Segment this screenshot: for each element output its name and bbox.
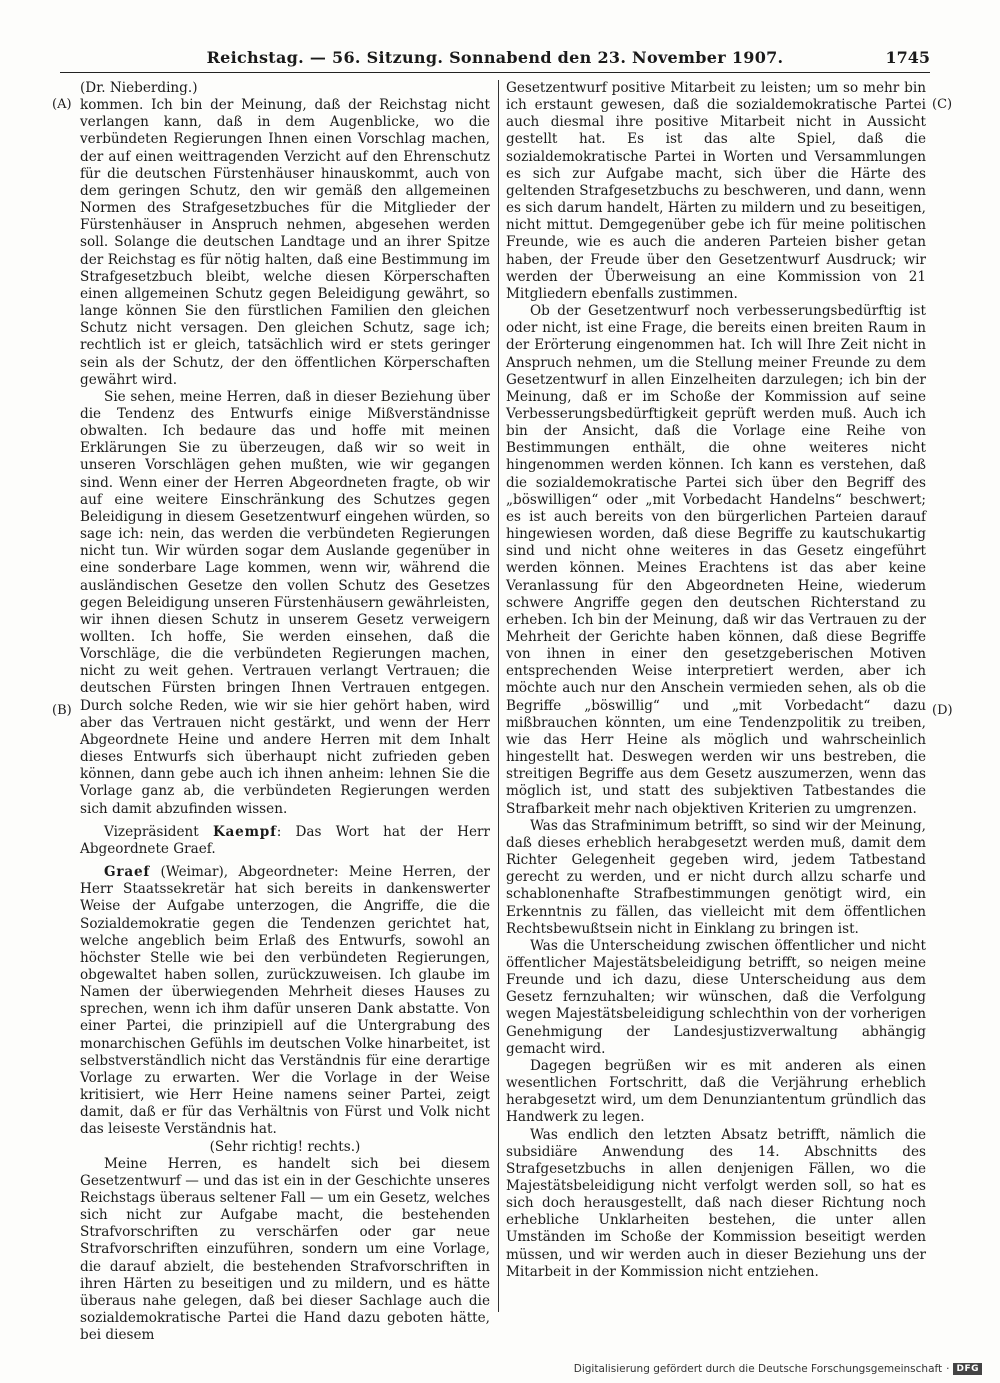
paragraph: kommen. Ich bin der Meinung, daß der Reichstag nicht verlangen kann, daß in dem Augenblicke, wo die verbündeten Regierungen Ihnen einen Vorschlag machen, der auf einen weittragenden Verzicht auf den Ehrenschutz für die deutschen Fürstenhäuser hinauskommt, auch von dem geringen Schutz, den wir gemäß den allgemeinen Normen des Strafgesetzbuches für die Mitglieder der Fürstenhäuser in Anspruch nehmen, abgesehen werden soll. Solange die deutschen Landtage und an ihrer Spitze der Reichstag es für nötig halten, daß eine Bestimmung im Strafgesetzbuch bleibt, welche diesen Körperschaften einen allgemeinen Schutz gegen Beleidigung gewährt, so lange können Sie den fürstlichen Familien den gleichen Schutz nicht versagen. Den gleichen Schutz, sage ich; rechtlich ist er gleich, tatsächlich wird er stets geringer sein als der Schutz, der den öffentlichen Körperschaften gewährt wird. <box>80 97 490 388</box>
dfg-logo: DFG <box>953 1363 982 1375</box>
speaker-name: Kaempf <box>212 823 277 840</box>
margin-mark-c: (C) <box>932 97 953 112</box>
interjection: (Sehr richtig! rechts.) <box>209 1138 361 1155</box>
speaker-name: Graef <box>104 864 151 881</box>
right-column <box>506 80 926 1281</box>
digitization-credit: Digitalisierung gefördert durch die Deutsche Forschungsgemeinschaft · DFG <box>574 1363 982 1375</box>
paragraph: Meine Herren, es handelt sich bei diesem Gesetzentwurf — und das ist ein in der Geschichte unseres Reichstags überaus seltener Fall — um ein Gesetz, welches sich nicht zur Aufgabe macht, die bestehenden Strafvorschriften zu verschärfen oder gar neue Strafvorschriften einzuführen, sondern um eine Vorlage, die darauf abzielt, die bestehenden Strafvorschriften in ihren Härten zu beseitigen und zu mildern, und es hätte überaus nahe gelegen, daß bei dieser Sachlage auch die sozialdemokratische Partei die Hand dazu geboten hätte, bei diesem <box>80 1155 490 1344</box>
paragraph: Was das Strafminimum betrifft, so sind wir der Meinung, daß dieses erheblich herabgesetzt werden muß, damit dem Richter Gelegenheit gegeben wird, jedem Tatbestand gerecht zu werden, und er nicht durch allzu scharfe und schablonenhafte Strafbestimmungen genötigt wird, ein Erkenntnis zu fällen, das vielleicht mit dem öffentlichen Rechtsbewußtsein nicht in Einklang zu bringen ist. <box>506 817 926 937</box>
credit-text: Digitalisierung gefördert durch die Deutsche Forschungsgemeinschaft <box>573 1363 943 1375</box>
paragraph: Gesetzentwurf positive Mitarbeit zu leisten; um so mehr bin ich erstaunt gewesen, daß die sozialdemokratische Partei auch diesmal ihre positive Mitarbeit nicht in Aussicht gestellt hat. Es ist das alte Spiel, daß die sozialdemokratische Partei in Worten und Versammlungen es sich zur Aufgabe macht, sich über die Härte des geltenden Strafgesetzbuchs zu beschweren, und dann, wenn es sich darum handelt, Härten zu mildern und zu beseitigen, nicht mittut. Demgegenüber gebe ich für meine politischen Freunde, wie es auch die anderen Parteien bisher getan haben, der Freude über den Gesetzentwurf Ausdruck; wir werden der Überweisung an eine Kommission von 21 Mitgliedern ebenfalls zustimmen. <box>506 80 926 302</box>
running-title: Reichstag. — 56. Sitzung. Sonnabend den 23. November 1907. <box>206 48 784 67</box>
paragraph: Was endlich den letzten Absatz betrifft, nämlich die subsidiäre Anwendung des 14. Abschnitts des Strafgesetzbuchs in allen denjenigen Fällen, wo die Majestätsbeleidigung nicht verfolgt werden soll, so hat es sich doch herausgestellt, daß nach dieser Richtung noch erhebliche Unklarheiten bestehen, die unter allen Umständen im Schoße der Kommission beseitigt werden müssen, und wir werden auch in dieser Beziehung uns der Mitarbeit in der Kommission nicht entziehen. <box>506 1126 926 1280</box>
margin-mark-d: (D) <box>932 703 953 718</box>
speaker-note: (Dr. Nieberding.) <box>80 80 198 96</box>
speaker-paragraph: Vizepräsident Kaempf: Das Wort hat der Herr Abgeordnete Graef. <box>80 823 490 857</box>
paragraph: Dagegen begrüßen wir es mit anderen als einen wesentlichen Fortschritt, daß die Verjährung erheblich herabgesetzt wird, um dem Denunziantentum gründlich das Handwerk zu legen. <box>506 1057 926 1126</box>
column-divider <box>498 80 499 1312</box>
left-column <box>80 80 490 1344</box>
paragraph: Ob der Gesetzentwurf noch verbesserungsbedürftig ist oder nicht, ist eine Frage, die bereits einen breiten Raum in der Erörterung eingenommen hat. Ich will Ihre Zeit nicht in Anspruch nehmen, um die Stellung meiner Freunde zu dem Gesetzentwurf in allen Einzelheiten darzulegen; ich bin der Meinung, daß er im Schoße der Kommission auf seine Verbesserungsbedürftigkeit geprüft werden muß. Auch ich bin der Ansicht, daß die Vorlage eine Reihe von Bestimmungen enthält, die ohne weiteres nicht hingenommen werden können. Ich kann es verstehen, daß die sozialdemokratische Partei sich über den Begriff des „böswilligen“ oder „mit Vorbedacht Handelns“ beschwert; es ist auch bereits von den bürgerlichen Parteien darauf hingewiesen worden, daß diese Begriffe zu kautschukartig sind und nicht ohne weiteres in das Gesetz eingeführt werden können. Meines Erachtens ist das aber keine Veranlassung für den Abgeordneten Heine, wiederum schwere Angriffe gegen den deutschen Richterstand zu erheben. Ich bin der Meinung, daß wir das Vertrauen zu der Mehrheit der Gerichte haben können, daß diese Begriffe von ihnen in einer den gesetzgeberischen Motiven entsprechenden Weise interpretiert werden, aber ich möchte auch nur den Anschein vermieden sehen, als ob die Begriffe „böswillig“ und „mit Vorbedacht“ dazu mißbrauchen könnten, um eine Tendenzpolitik zu treiben, wie das Herr Heine als möglich und wahrscheinlich hingestellt hat. Deswegen werden wir uns bestreben, die streitigen Begriffe aus dem Gesetz auszumerzen, wenn das möglich ist, und statt des subjektiven Tatbestandes die Strafbarkeit mehr nach objektiven Kriterien zu umgrenzen. <box>506 303 926 817</box>
margin-mark-a: (A) <box>52 97 72 112</box>
speaker-paragraph: Graef (Weimar), Abgeordneter: Meine Herren, der Herr Staatssekretär hat sich bereits in dankenswerter Weise der Aufgabe unterzogen, die Angriffe, die die Sozialdemokratie gegen die Tendenzen gerichtet hat, welche angeblich beim Erlaß des Entwurfs, sowohl an höchster Stelle wie bei den verbündeten Regierungen, obgewaltet haben sollen, zurückzuweisen. Ich glaube im Namen der überwiegenden Mehrheit dieses Hauses zu sprechen, wenn ich ihm dafür unseren Dank abstatte. Von einer Partei, die prinzipiell auf die Untergrabung des monarchischen Gefühls im deutschen Volke hinarbeitet, ist selbstverständlich nicht das Verständnis für eine derartige Vorlage zu erwarten. Wer die Vorlage in der Weise kritisiert, wie Herr Heine namens seiner Partei, zeigt damit, daß er für das Verhältnis von Fürst und Volk nicht das leiseste Verständnis hat. <box>80 864 490 1138</box>
paragraph: Was die Unterscheidung zwischen öffentlicher und nicht öffentlicher Majestätsbeleidigung betrifft, so neigen meine Freunde und ich dazu, diese Unterscheidung aus dem Gesetz fernzuhalten; wir wünschen, daß die Verfolgung wegen Majestätsbeleidigung schlechthin von der vorherigen Genehmigung der Landesjustizverwaltung abhängig gemacht wird. <box>506 937 926 1057</box>
page-number: 1745 <box>885 48 930 67</box>
paragraph: Sie sehen, meine Herren, daß in dieser Beziehung über die Tendenz des Entwurfs einige Mißverständnisse obwalten. Ich bedaure das und hoffe mit meinen Erklärungen Sie zu überzeugen, daß wir so weit in unseren Vorschlägen gehen mußten, wie wir gegangen sind. Wenn einer der Herren Abgeordneten fragte, ob wir auf eine weitere Einschränkung des Schutzes gegen Beleidigung in diesem Gesetzentwurf eingehen würden, so sage ich: nein, das werden die verbündeten Regierungen nicht tun. Wir würden sogar dem Auslande gegenüber in eine sonderbare Lage kommen, wenn wir, während die ausländischen Gesetze den vollen Schutz des Gesetzes gegen Beleidigung unseren Fürstenhäusern gewährleisten, wir ihnen diesen Schutz in unserem Gesetz verweigern wollten. Ich hoffe, Sie werden einsehen, daß die Vorschläge, die die verbündeten Regierungen machen, nicht zu weit gehen. Vertrauen verlangt Vertrauen; die deutschen Fürsten bringen Ihnen Vertrauen entgegen. Durch solche Reden, wie wir sie hier gehört haben, wird aber das Vertrauen nicht gestärkt, und wenn der Herr Abgeordnete Heine und andere Herren mit dem Inhalt dieses Entwurfs sich überhaupt nicht zufrieden geben können, dann gebe auch ich ihnen anheim: lehnen Sie die Vorlage ganz ab, die verbündeten Regierungen werden sich damit abzufinden wissen. <box>80 388 490 817</box>
margin-mark-b: (B) <box>52 703 72 718</box>
running-header <box>60 46 930 73</box>
